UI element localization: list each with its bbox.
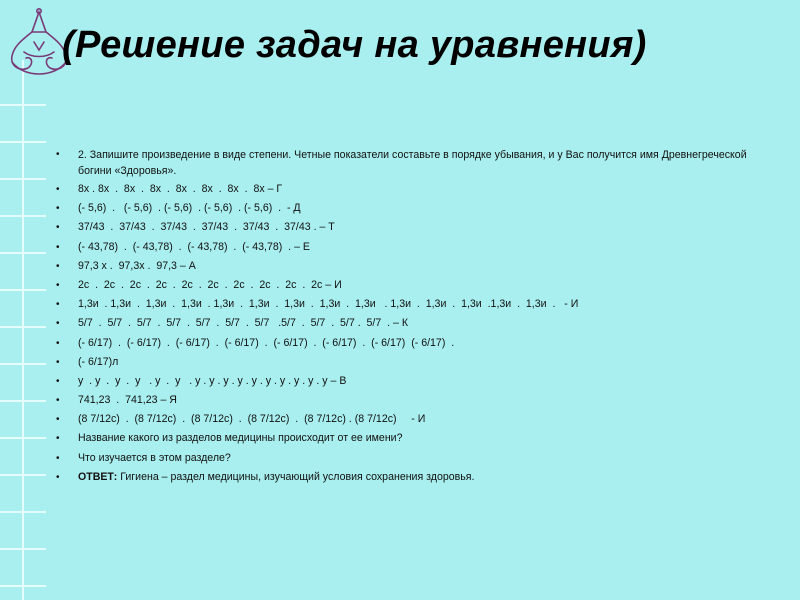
grid-line-horizontal — [0, 437, 46, 439]
answer-text: Гигиена – раздел медицины, изучающий условия сохранения здоровья. — [117, 470, 475, 483]
grid-line-horizontal — [0, 289, 46, 291]
grid-line-horizontal — [0, 585, 46, 587]
list-item — [56, 202, 756, 215]
list-item — [56, 183, 756, 196]
list-item — [56, 394, 756, 407]
expression: 97,3 х . 97,3х . 97,3 – А — [78, 259, 196, 272]
page-title: (Решение задач на уравнения) — [62, 24, 647, 66]
bullet: • — [56, 299, 60, 311]
grid-line-horizontal — [0, 104, 46, 106]
grid-line-horizontal — [0, 548, 46, 550]
bullet: • — [56, 149, 60, 160]
bullet: • — [56, 318, 60, 330]
bullet: • — [56, 452, 60, 464]
list-item — [56, 471, 756, 484]
grid-line-horizontal — [0, 474, 46, 476]
expression: (- 5,6) . (- 5,6) . (- 5,6) . (- 5,6) . (- 5,6) . - Д — [78, 202, 301, 215]
list-item — [56, 452, 756, 465]
list-item — [56, 241, 756, 254]
list-item — [56, 147, 756, 179]
bullet: • — [56, 241, 60, 253]
expression: 5/7 . 5/7 . 5/7 . 5/7 . 5/7 . 5/7 . 5/7 .5/7 . 5/7 . 5/7 . 5/7 . – К — [78, 317, 409, 330]
grid-line-horizontal — [0, 178, 46, 180]
question: Название какого из разделов медицины происходит от ее имени? — [78, 432, 403, 445]
expression: 37/43 . 37/43 . 37/43 . 37/43 . 37/43 . 37/43 . – Т — [78, 221, 335, 234]
bullet: • — [56, 203, 60, 215]
list-item — [56, 337, 756, 350]
list-item — [56, 298, 756, 311]
grid-line-horizontal — [0, 400, 46, 402]
expression: у . у . у . у . у . у . у . у . у . у . у . у . у . у . у . у – В — [78, 374, 347, 387]
grid-line-horizontal — [0, 141, 46, 143]
list-item — [56, 260, 756, 273]
bullet: • — [56, 222, 60, 234]
question: Что изучается в этом разделе? — [78, 451, 231, 464]
expression: 2с . 2с . 2с . 2с . 2с . 2с . 2с . 2с . 2с . 2с – И — [78, 278, 342, 291]
bullet: • — [56, 395, 60, 407]
expression: 8х . 8х . 8х . 8х . 8х . 8х . 8х . 8х – Г — [78, 183, 283, 195]
answer-label: ОТВЕТ: — [78, 470, 118, 483]
expression: (- 43,78) . (- 43,78) . (- 43,78) . (- 43,78) . – Е — [78, 240, 310, 253]
expression: (- 6/17)л — [78, 355, 119, 368]
list-item — [56, 413, 756, 426]
bullet: • — [56, 337, 60, 349]
bullet: • — [56, 260, 60, 272]
list-item — [56, 279, 756, 292]
bullet: • — [56, 356, 60, 368]
task-list — [56, 147, 756, 490]
task-text: 2. Запишите произведение в виде степени. Четные показатели составьте в порядке убывания, и у Вас получится имя Древнегреческой богини «Здоровья». — [78, 149, 747, 177]
bullet: • — [56, 414, 60, 426]
grid-line-horizontal — [0, 215, 46, 217]
bullet: • — [56, 471, 60, 483]
grid-line-horizontal — [0, 252, 46, 254]
bullet: • — [56, 375, 60, 387]
bullet: • — [56, 433, 60, 445]
grid-line-horizontal — [0, 511, 46, 513]
list-item — [56, 375, 756, 388]
expression: (- 6/17) . (- 6/17) . (- 6/17) . (- 6/17) . (- 6/17) . (- 6/17) . (- 6/17) (- 6/17) . — [78, 336, 455, 349]
expression: 1,3и . 1,3и . 1,3и . 1,3и . 1,3и . 1,3и . 1,3и . 1,3и . 1,3и . 1,3и . 1,3и . 1,3и .1,3и . 1,3и . - И — [78, 298, 579, 311]
grid-line-horizontal — [0, 363, 46, 365]
bullet: • — [56, 279, 60, 291]
list-item — [56, 356, 756, 369]
list-item — [56, 317, 756, 330]
grid-line-horizontal — [0, 326, 46, 328]
expression: 741,23 . 741,23 – Я — [78, 394, 177, 407]
list-item — [56, 432, 756, 445]
list-item — [56, 221, 756, 234]
expression: (8 7/12с) . (8 7/12с) . (8 7/12с) . (8 7/12с) . (8 7/12с) . (8 7/12с) - И — [78, 413, 426, 426]
bullet: • — [56, 184, 60, 195]
